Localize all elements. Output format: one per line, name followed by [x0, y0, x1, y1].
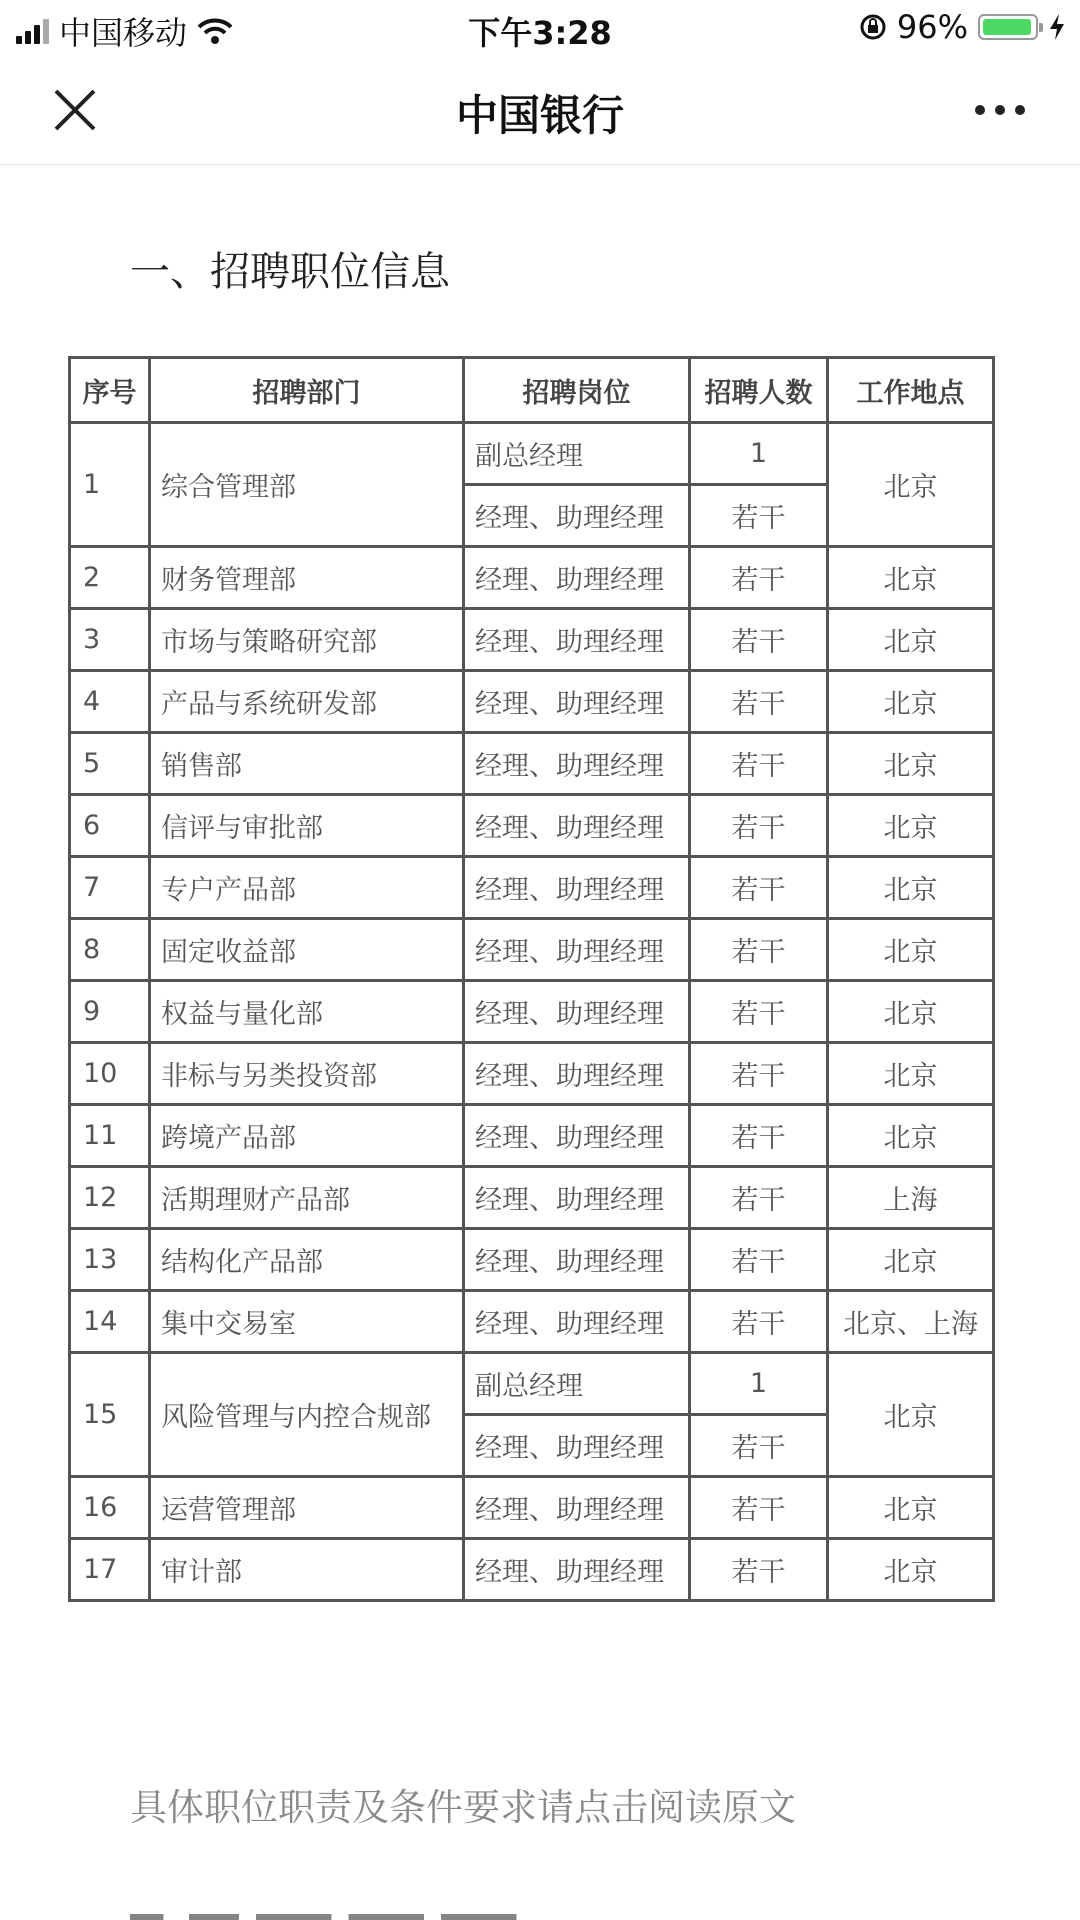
location-cell: 北京: [828, 671, 994, 733]
row-number: 4: [70, 671, 150, 733]
header-location: 工作地点: [828, 358, 994, 423]
count-cell: 若干: [690, 1291, 828, 1353]
table-row: [70, 609, 994, 671]
count-cell: 若干: [690, 671, 828, 733]
location-cell: 北京: [828, 609, 994, 671]
department-cell: 固定收益部: [150, 919, 464, 981]
department-cell: 销售部: [150, 733, 464, 795]
count-cell: 若干: [690, 1229, 828, 1291]
department-cell: 审计部: [150, 1539, 464, 1601]
table-row: [70, 1229, 994, 1291]
department-cell: 活期理财产品部: [150, 1167, 464, 1229]
location-cell: 北京: [828, 857, 994, 919]
table-row: [70, 1539, 994, 1601]
read-original-note[interactable]: 具体职位职责及条件要求请点击阅读原文: [130, 1786, 796, 1829]
row-number: 16: [70, 1477, 150, 1539]
count-cell: 若干: [690, 1539, 828, 1601]
location-cell: 北京: [828, 1043, 994, 1105]
department-cell: 运营管理部: [150, 1477, 464, 1539]
row-number: 2: [70, 547, 150, 609]
jobs-table: [68, 356, 995, 1602]
location-cell: 北京: [828, 1229, 994, 1291]
department-cell: 非标与另类投资部: [150, 1043, 464, 1105]
position-cell: 副总经理: [464, 423, 690, 485]
department-cell: 信评与审批部: [150, 795, 464, 857]
status-time: 下午3:28: [468, 14, 612, 52]
row-number: 8: [70, 919, 150, 981]
department-cell: 跨境产品部: [150, 1105, 464, 1167]
row-number: 13: [70, 1229, 150, 1291]
table-header-row: [70, 358, 994, 423]
count-cell: 1: [690, 1353, 828, 1415]
table-row: [70, 423, 994, 485]
table-row: [70, 1105, 994, 1167]
row-number: 12: [70, 1167, 150, 1229]
table-row: [70, 547, 994, 609]
table-row: [70, 1167, 994, 1229]
page-title: 中国银行: [455, 91, 624, 140]
table-row: [70, 1353, 994, 1415]
row-number: 17: [70, 1539, 150, 1601]
location-cell: 上海: [828, 1167, 994, 1229]
position-cell: 经理、助理经理: [464, 1105, 690, 1167]
location-cell: 北京: [828, 423, 994, 547]
position-cell: 经理、助理经理: [464, 1229, 690, 1291]
department-cell: 集中交易室: [150, 1291, 464, 1353]
row-number: 11: [70, 1105, 150, 1167]
location-cell: 北京: [828, 547, 994, 609]
position-cell: 经理、助理经理: [464, 609, 690, 671]
row-number: 14: [70, 1291, 150, 1353]
position-cell: 经理、助理经理: [464, 1043, 690, 1105]
department-cell: 结构化产品部: [150, 1229, 464, 1291]
count-cell: 若干: [690, 919, 828, 981]
position-cell: 经理、助理经理: [464, 485, 690, 547]
position-cell: 经理、助理经理: [464, 1291, 690, 1353]
battery-percent: 96%: [896, 8, 968, 46]
location-cell: 北京: [828, 1539, 994, 1601]
department-cell: 综合管理部: [150, 423, 464, 547]
battery-fill: [983, 19, 1031, 35]
count-cell: 若干: [690, 609, 828, 671]
location-cell: 北京: [828, 1477, 994, 1539]
position-cell: 经理、助理经理: [464, 857, 690, 919]
location-cell: 北京: [828, 1353, 994, 1477]
position-cell: 经理、助理经理: [464, 1415, 690, 1477]
position-cell: 经理、助理经理: [464, 671, 690, 733]
section-title: 一、招聘职位信息: [130, 249, 450, 295]
count-cell: 若干: [690, 1105, 828, 1167]
count-cell: 若干: [690, 1415, 828, 1477]
count-cell: 若干: [690, 485, 828, 547]
nav-bar: [0, 55, 1080, 165]
row-number: 1: [70, 423, 150, 547]
table-row: [70, 671, 994, 733]
position-cell: 经理、助理经理: [464, 981, 690, 1043]
count-cell: 若干: [690, 857, 828, 919]
header-count: 招聘人数: [690, 358, 828, 423]
position-cell: 经理、助理经理: [464, 1477, 690, 1539]
table-row: [70, 1291, 994, 1353]
count-cell: 若干: [690, 981, 828, 1043]
department-cell: 产品与系统研发部: [150, 671, 464, 733]
department-cell: 专户产品部: [150, 857, 464, 919]
row-number: 7: [70, 857, 150, 919]
location-cell: 北京: [828, 733, 994, 795]
location-cell: 北京: [828, 795, 994, 857]
table-row: [70, 919, 994, 981]
count-cell: 若干: [690, 1477, 828, 1539]
count-cell: 1: [690, 423, 828, 485]
charging-icon: [1048, 13, 1066, 41]
row-number: 10: [70, 1043, 150, 1105]
table-row: [70, 733, 994, 795]
position-cell: 经理、助理经理: [464, 1167, 690, 1229]
table-row: [70, 857, 994, 919]
position-cell: 经理、助理经理: [464, 733, 690, 795]
position-cell: 经理、助理经理: [464, 919, 690, 981]
location-cell: 北京: [828, 981, 994, 1043]
row-number: 3: [70, 609, 150, 671]
row-number: 9: [70, 981, 150, 1043]
carrier-label: 中国移动: [59, 14, 188, 52]
position-cell: 经理、助理经理: [464, 795, 690, 857]
header-no: 序号: [70, 358, 150, 423]
battery-icon: [978, 14, 1038, 40]
status-bar: [0, 0, 1080, 55]
table-row: [70, 1043, 994, 1105]
department-cell: 权益与量化部: [150, 981, 464, 1043]
more-icon[interactable]: [970, 85, 1030, 135]
location-cell: 北京、上海: [828, 1291, 994, 1353]
table-row: [70, 981, 994, 1043]
count-cell: 若干: [690, 1167, 828, 1229]
header-dept: 招聘部门: [150, 358, 464, 423]
table-row: [70, 1477, 994, 1539]
department-cell: 财务管理部: [150, 547, 464, 609]
status-right: [859, 8, 1066, 46]
count-cell: 若干: [690, 733, 828, 795]
row-number: 15: [70, 1353, 150, 1477]
count-cell: 若干: [690, 795, 828, 857]
position-cell: 经理、助理经理: [464, 1539, 690, 1601]
count-cell: 若干: [690, 547, 828, 609]
position-cell: 经理、助理经理: [464, 547, 690, 609]
cutoff-text: [130, 1900, 550, 1920]
table-row: [70, 795, 994, 857]
location-cell: 北京: [828, 919, 994, 981]
position-cell: 副总经理: [464, 1353, 690, 1415]
rotation-lock-icon: [859, 13, 887, 41]
header-position: 招聘岗位: [464, 358, 690, 423]
count-cell: 若干: [690, 1043, 828, 1105]
department-cell: 风险管理与内控合规部: [150, 1353, 464, 1477]
row-number: 5: [70, 733, 150, 795]
department-cell: 市场与策略研究部: [150, 609, 464, 671]
row-number: 6: [70, 795, 150, 857]
location-cell: 北京: [828, 1105, 994, 1167]
